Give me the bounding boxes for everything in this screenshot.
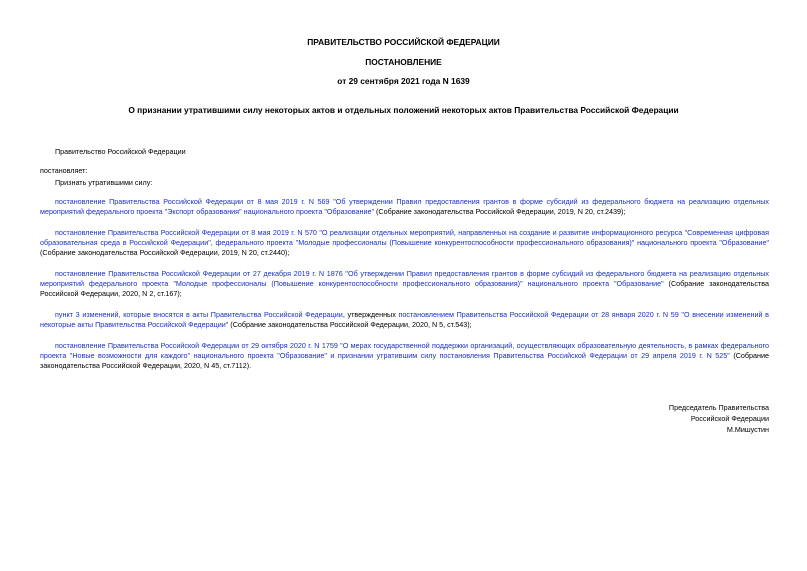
act-source: (Собрание законодательства Российской Федерации, 2020, N 45, ст.7112).: [40, 351, 769, 370]
signature-name: М.Мишустин: [726, 425, 769, 434]
document-date-number: от 29 сентября 2021 года N 1639: [337, 76, 470, 86]
intro-government: Правительство Российской Федерации: [55, 147, 186, 156]
act-source: (Собрание законодательства Российской Федерации, 2019, N 20, ст.2440);: [40, 248, 290, 257]
list-item: [40, 310, 769, 330]
list-item: [40, 341, 769, 371]
intro-declare: Признать утратившими силу:: [55, 178, 153, 187]
amending-act-link[interactable]: постановлением Правительства Российской Федерации от 28 января 2020 г. N 59 "О внесении изменений в некоторые акты Правительства Российской Федерации": [40, 310, 769, 329]
signature-organization: Российской Федерации: [690, 414, 769, 423]
list-item: [40, 269, 769, 299]
act-source: (Собрание законодательства Российской Федерации, 2019, N 20, ст.2439);: [374, 207, 626, 216]
list-item: [40, 197, 769, 217]
act-link[interactable]: постановление Правительства Российской Федерации от 27 декабря 2019 г. N 1876 "Об утверждении Правил предоставления грантов в форме субсидий из федерального бюджета на реализацию отдельных мероприятий федерального проекта "Молодые профессионалы (Повышение конкурентоспособности профессионального образования)" национального проекта "Образование": [40, 269, 769, 288]
signature-position: Председатель Правительства: [668, 403, 769, 412]
act-link[interactable]: пункт 3 изменений, которые вносятся в акты Правительства Российской Федерации: [55, 310, 343, 319]
document-type-heading: ПОСТАНОВЛЕНИЕ: [365, 57, 442, 67]
intro-resolves: постановляет:: [40, 166, 88, 175]
act-connector: , утвержденных: [342, 310, 399, 319]
list-item: [40, 228, 769, 258]
document-title: О признании утратившими силу некоторых актов и отдельных положений некоторых актов Правительства Российской Федерации: [128, 105, 679, 115]
act-link[interactable]: постановление Правительства Российской Федерации от 8 мая 2019 г. N 570 "О реализации отдельных мероприятий, направленных на создание и развитие информационного ресурса "Современная цифровая образовательная среда в Российской Федерации", федерального проекта "Молодые профессионалы (Повышение конкурентоспособности профессионального образования)" национального проекта "Образование": [40, 228, 769, 247]
government-heading: ПРАВИТЕЛЬСТВО РОССИЙСКОЙ ФЕДЕРАЦИИ: [307, 37, 500, 47]
act-source: (Собрание законодательства Российской Федерации, 2020, N 2, ст.167);: [40, 279, 769, 298]
act-link[interactable]: постановление Правительства Российской Федерации от 8 мая 2019 г. N 569 "Об утверждении Правил предоставления грантов в форме субсидий из федерального бюджета на реализацию отдельных мероприятий федерального проекта "Экспорт образования" национального проекта "Образование": [40, 197, 769, 216]
act-source: (Собрание законодательства Российской Федерации, 2020, N 5, ст.543);: [228, 320, 472, 329]
act-link[interactable]: постановление Правительства Российской Федерации от 29 октября 2020 г. N 1759 "О мерах государственной поддержки организаций, осуществляющих образовательную деятельность, в рамках федерального проекта "Новые возможности для каждого" национального проекта "Образование" и признании утратившим силу постановления Правительства Российской Федерации от 29 апреля 2019 г. N 525": [40, 341, 769, 360]
